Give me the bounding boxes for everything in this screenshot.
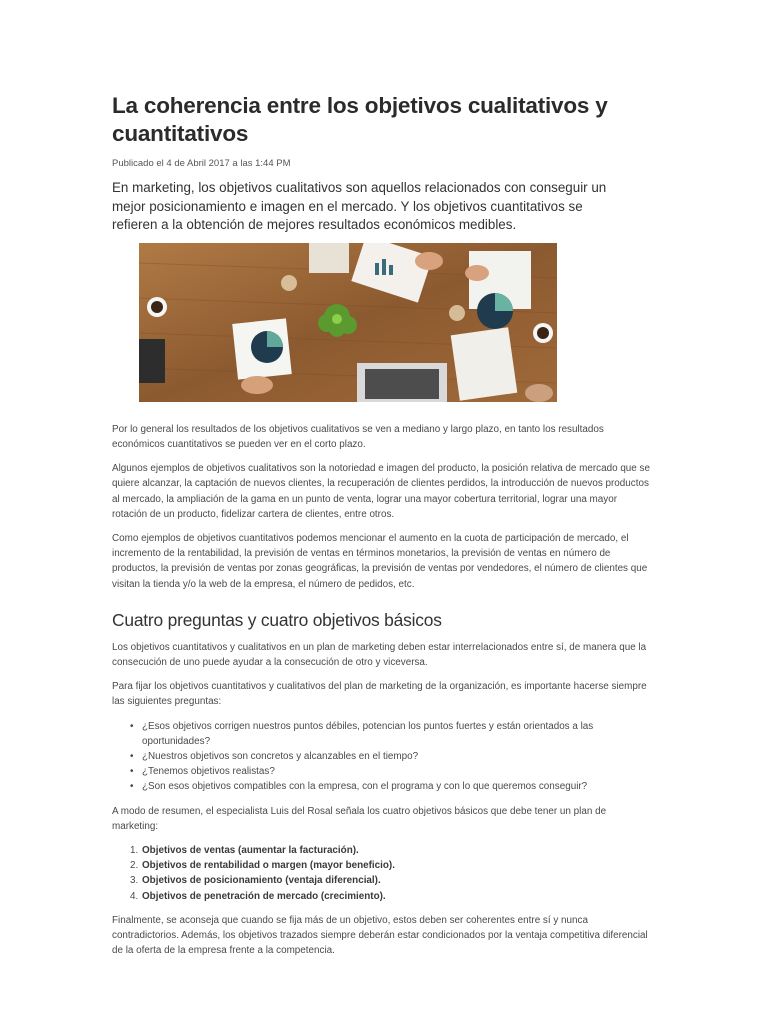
paragraph-3: Como ejemplos de objetivos cuantitativos podemos mencionar el aumento en la cuota de participación de mercado, el incremento de la rentabilidad, la previsión de ventas en términos monetarios, la previsión de ventas en número de productos, la previsión de ventas por zonas geográficas, la previsión de ventas por vendedores, el número de clientes que visitan la tienda y/o la web de la empresa, el número de pedidos, etc. xyxy=(112,533,648,590)
publish-date: Publicado el 4 de Abril 2017 a las 1:44 PM xyxy=(112,158,291,169)
lead-paragraph: En marketing, los objetivos cualitativos son aquellos relacionados con conseguir un mejor posicionamiento e imagen en el mercado. Y los objetivos cuantitativos se refieren a la obtención de mejores resultados económicos medibles. xyxy=(112,180,607,233)
goal-text: Objetivos de ventas (aumentar la facturación). xyxy=(142,845,359,857)
list-item xyxy=(130,858,652,873)
goal-text: Objetivos de posicionamiento (ventaja diferencial). xyxy=(142,875,381,887)
summary-intro: A modo de resumen, el especialista Luis del Rosal señala los cuatro objetivos básicos que debe tener un plan de marketing: xyxy=(112,805,607,832)
questions-list xyxy=(112,719,652,795)
paragraph-2: Algunos ejemplos de objetivos cualitativos son la notoriedad e imagen del producto, la posición relativa de mercado que se quiere alcanzar, la captación de nuevos clientes, la recuperación de clientes perdidos, la introducción de nuevos productos al mercado, la ampliación de la gama en un punto de venta, lograr una mayor cobertura territorial, lograr una mayor rotación de un producto, fidelizar cartera de clientes, entre otros. xyxy=(112,463,650,520)
goal-number: 4. xyxy=(130,890,139,902)
list-item xyxy=(130,889,652,904)
goal-text: Objetivos de penetración de mercado (crecimiento). xyxy=(142,890,386,902)
closing-paragraph: Finalmente, se aconseja que cuando se fija más de un objetivo, estos deben ser coherentes entre sí y nunca contradictorios. Además, los objetivos trazados siempre deberán estar condicionados por la ventaja competitiva diferencial de la oferta de la empresa frente a la competencia. xyxy=(112,914,648,957)
goal-number: 2. xyxy=(130,860,139,872)
list-item xyxy=(130,843,652,858)
meeting-table-photo xyxy=(139,243,557,402)
photo-illustration xyxy=(139,243,557,402)
list-item: • ¿Nuestros objetivos son concretos y alcanzables en el tiempo? xyxy=(142,749,652,764)
paragraph-1: Por lo general los resultados de los objetivos cualitativos se ven a mediano y largo plazo, en tanto los resultados económicos cuantitativos se pueden ver en el corto plazo. xyxy=(112,423,604,450)
section-paragraph-1: Los objetivos cuantitativos y cualitativos en un plan de marketing deben estar interrelacionados entre sí, de manera que la consecución de uno puede ayudar a la consecución de otro y viceversa. xyxy=(112,641,647,669)
article xyxy=(112,92,652,958)
section-title: Cuatro preguntas y cuatro objetivos básicos xyxy=(112,609,442,630)
goals-list xyxy=(112,843,652,904)
list-item: • ¿Tenemos objetivos realistas? xyxy=(142,764,652,779)
goal-number: 3. xyxy=(130,875,139,887)
section-paragraph-2: Para fijar los objetivos cuantitativos y cualitativos del plan de marketing de la organización, es importante hacerse siempre las siguientes preguntas: xyxy=(112,681,647,708)
article-title: La coherencia entre los objetivos cualitativos y cuantitativos xyxy=(112,93,608,146)
list-item: • ¿Esos objetivos corrigen nuestros puntos débiles, potencian los puntos fuertes y están orientados a las oportunidades? xyxy=(142,719,652,749)
list-item xyxy=(130,873,652,888)
list-item: • ¿Son esos objetivos compatibles con la empresa, con el programa y con lo que queremos conseguir? xyxy=(142,779,652,794)
goal-number: 1. xyxy=(130,845,139,857)
goal-text: Objetivos de rentabilidad o margen (mayor beneficio). xyxy=(142,860,395,872)
